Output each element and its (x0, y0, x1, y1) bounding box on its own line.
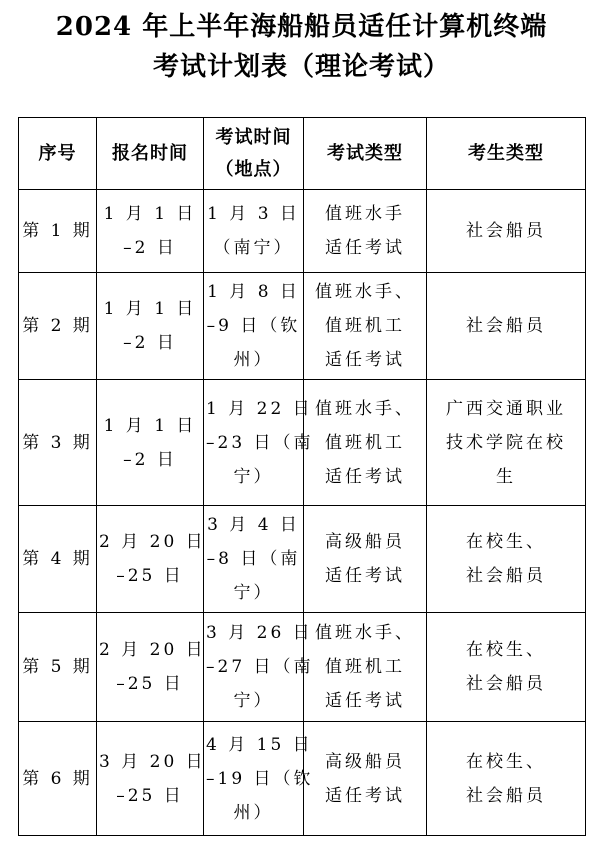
cell-line: 高级船员 (325, 532, 405, 552)
cell-line: （南宁） (213, 238, 294, 258)
exam-time-cell (204, 273, 304, 380)
cell-line: –2 日 (123, 449, 177, 470)
cell-line: 2 月 20 日 (99, 640, 206, 660)
cell-line: 适任考试 (325, 691, 405, 711)
cell-line: 社会船员 (466, 785, 546, 806)
exam-time-cell (204, 613, 314, 722)
signup-time-cell (97, 190, 204, 273)
cell-line: 第 2 期 (22, 316, 93, 336)
cell-line: 第 4 期 (22, 549, 93, 569)
signup-time-cell (97, 273, 204, 380)
cell-line: 适任考试 (325, 466, 405, 487)
cell-line: 1 月 22 日 (206, 398, 313, 419)
exam-type-cell (304, 613, 427, 722)
cell-line: 值班水手、 (315, 282, 415, 302)
period-cell (19, 613, 97, 722)
cell-line: 3 月 26 日 (206, 623, 313, 643)
table-header-row (19, 118, 586, 190)
signup-time-cell (97, 722, 204, 836)
header-index (19, 118, 97, 190)
exam-time-cell (204, 190, 304, 273)
cell-line: 州） (233, 802, 274, 823)
cell-line: 社会船员 (466, 674, 546, 694)
cell-line: –2 日 (123, 238, 177, 258)
signup-time-cell (97, 506, 204, 613)
cell-line: 生 (496, 466, 516, 487)
cell-line: –25 日 (116, 674, 184, 694)
cell-line: 技术学院在校 (446, 432, 566, 453)
cell-line: 社会船员 (466, 316, 546, 336)
cell-line: 值班水手 (325, 204, 405, 224)
signup-time-cell (97, 613, 204, 722)
cell-line: 适任考试 (325, 566, 405, 586)
cell-line: 序号 (38, 142, 77, 164)
cell-line: 考生类型 (468, 142, 544, 164)
cell-line: 第 3 期 (22, 432, 93, 453)
exam-type-cell (304, 506, 427, 613)
cell-line: 值班机工 (325, 432, 405, 453)
cell-line: –23 日（南 (206, 432, 314, 453)
cell-line: 值班机工 (325, 316, 405, 336)
cell-line: –8 日（南 (206, 549, 301, 569)
cell-line: 值班水手、 (315, 623, 415, 643)
cell-line: 宁） (233, 691, 274, 711)
exam-type-cell (304, 273, 427, 380)
cell-line: 2 月 20 日 (99, 532, 206, 552)
cell-line: –19 日（钦 (206, 768, 314, 789)
cell-line: 1 月 1 日 (103, 415, 197, 436)
cell-line: –9 日（钦 (206, 316, 301, 336)
cell-line: 第 6 期 (22, 768, 93, 789)
cell-line: 高级船员 (325, 751, 405, 772)
candidate-type-cell (427, 380, 586, 506)
cell-line: 1 月 1 日 (103, 204, 197, 224)
table-row (19, 613, 586, 722)
header-candidate-type (427, 118, 586, 190)
cell-line: 4 月 15 日 (206, 734, 313, 755)
cell-line: 适任考试 (325, 785, 405, 806)
period-cell (19, 380, 97, 506)
header-signup-time (97, 118, 204, 190)
cell-line: 广西交通职业 (446, 398, 566, 419)
exam-time-cell (204, 380, 314, 506)
cell-line: 在校生、 (466, 640, 546, 660)
cell-line: –25 日 (116, 785, 184, 806)
candidate-type-cell (427, 506, 586, 613)
candidate-type-cell (427, 613, 586, 722)
cell-line: 3 月 4 日 (207, 515, 300, 535)
candidate-type-cell (427, 722, 586, 836)
period-cell (19, 722, 97, 836)
cell-line: 在校生、 (466, 532, 546, 552)
document-title-line-1: 2024 年上半年海船船员适任计算机终端 (55, 12, 548, 42)
cell-line: –27 日（南 (206, 657, 314, 677)
table-row (19, 380, 586, 506)
cell-line: 州） (233, 350, 274, 370)
exam-type-cell (304, 190, 427, 273)
signup-time-cell (97, 380, 204, 506)
table-row (19, 722, 586, 836)
exam-time-cell (204, 506, 304, 613)
table-row (19, 190, 586, 273)
cell-line: 适任考试 (325, 350, 405, 370)
exam-plan-table (18, 117, 586, 836)
candidate-type-cell (427, 190, 586, 273)
cell-line: 社会船员 (466, 566, 546, 586)
candidate-type-cell (427, 273, 586, 380)
period-cell (19, 506, 97, 613)
exam-time-cell (204, 722, 314, 836)
cell-line: 考试类型 (327, 142, 403, 164)
period-cell (19, 190, 97, 273)
cell-line: 报名时间 (112, 142, 188, 164)
cell-line: 第 1 期 (22, 221, 93, 241)
cell-line: –25 日 (116, 566, 184, 586)
cell-line: 第 5 期 (22, 657, 93, 677)
exam-type-cell (304, 380, 427, 506)
cell-line: 社会船员 (466, 221, 546, 241)
cell-line: 3 月 20 日 (99, 751, 206, 772)
cell-line: 1 月 8 日 (207, 282, 300, 302)
cell-line: 在校生、 (466, 751, 546, 772)
exam-type-cell (304, 722, 427, 836)
document-title-line-2: 考试计划表（理论考试） (152, 52, 450, 82)
table-row (19, 506, 586, 613)
cell-line: –2 日 (123, 333, 177, 353)
period-cell (19, 273, 97, 380)
cell-line: 值班机工 (325, 657, 405, 677)
cell-line: 考试时间 (215, 126, 292, 148)
cell-line: 宁） (233, 466, 274, 487)
cell-line: 宁） (233, 583, 274, 603)
cell-line: 值班水手、 (315, 398, 415, 419)
cell-line: 适任考试 (325, 238, 405, 258)
cell-line: 1 月 3 日 (207, 204, 300, 224)
header-exam-type (304, 118, 427, 190)
cell-line: 1 月 1 日 (103, 299, 197, 319)
table-row (19, 273, 586, 380)
cell-line: （地点） (215, 158, 292, 180)
header-exam-time (204, 118, 304, 190)
